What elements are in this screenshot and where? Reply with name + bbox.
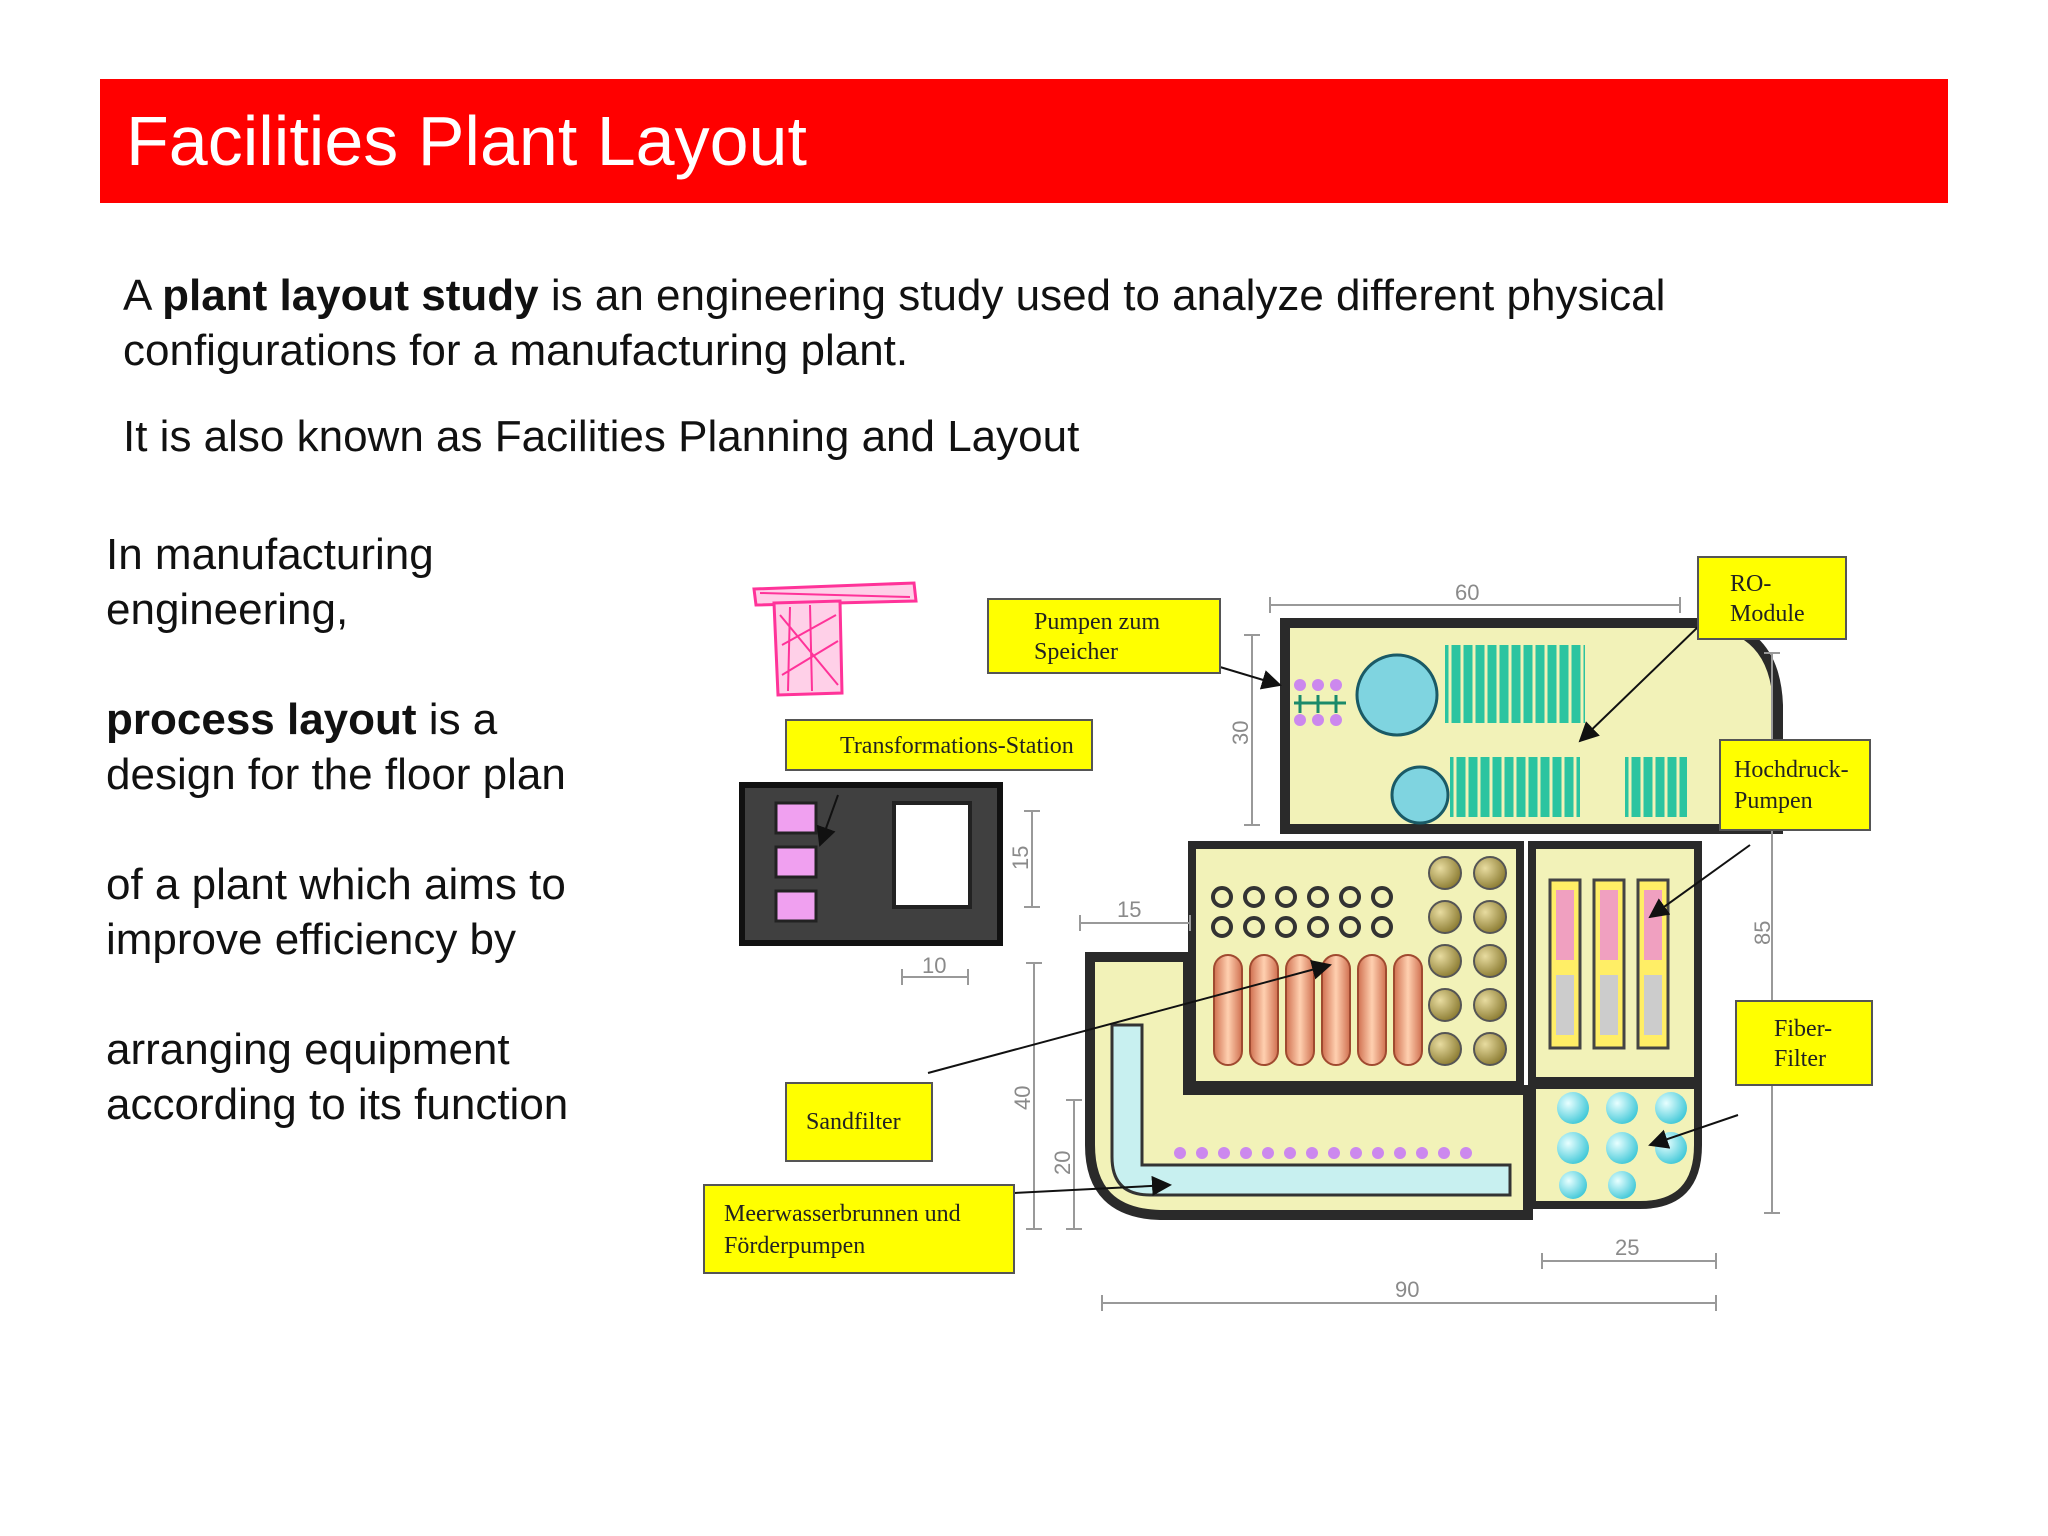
left-p2-rest: is a design for the floor plan	[106, 695, 566, 799]
intro-prefix: A	[123, 271, 163, 320]
dim-60: 60	[1455, 580, 1480, 605]
plant-layout-svg	[690, 545, 1890, 1325]
dim-20: 20	[1050, 1150, 1075, 1175]
plant-layout-diagram	[690, 545, 1890, 1325]
label-sandfilter-text: Sandfilter	[806, 1109, 901, 1135]
label-ro-line2: Module	[1730, 601, 1805, 627]
pump-group	[1294, 679, 1346, 726]
label-sandfilter	[786, 1083, 932, 1161]
dim-15-top: 15	[1117, 897, 1142, 922]
left-p2-bold: process layout	[106, 695, 417, 744]
left-p1: In manufacturing engineering,	[106, 530, 434, 634]
dim-90: 90	[1395, 1277, 1420, 1302]
dim-25: 25	[1615, 1235, 1640, 1260]
ro-hall	[1285, 623, 1778, 829]
sandfilter-hall	[1192, 845, 1520, 1085]
label-ro-module	[1698, 557, 1846, 639]
ro-modules-top	[1445, 645, 1585, 723]
label-ro-line1: RO-	[1730, 571, 1772, 597]
label-pumpen-line1: Pumpen zum	[1034, 609, 1160, 635]
fiber-filter-room	[1532, 1085, 1698, 1205]
dim-40: 40	[1010, 1085, 1035, 1110]
transformation-station	[742, 785, 1000, 943]
dim-10: 10	[922, 953, 947, 978]
left-text-column	[106, 527, 626, 1132]
slide-title: Facilities Plant Layout	[126, 102, 807, 180]
label-hochdruck-line2: Pumpen	[1734, 788, 1813, 814]
label-meer-line2: Förderpumpen	[724, 1233, 866, 1259]
label-fiber-line2: Filter	[1774, 1046, 1826, 1072]
left-p4: arranging equipment according to its function	[106, 1025, 569, 1129]
left-p3: of a plant which aims to improve efficiency by	[106, 860, 566, 964]
label-transformation-text: Transformations-Station	[840, 733, 1074, 759]
label-meer-line1: Meerwasserbrunnen und	[724, 1201, 961, 1227]
transformer-sketch	[754, 583, 916, 695]
label-hochdruck-line1: Hochdruck-	[1734, 757, 1849, 783]
label-pumpen-zum-speicher	[988, 599, 1220, 673]
intro-rest: is an engineering study used to analyze different physical configurations for a manufacturing plant.	[123, 271, 1666, 375]
label-pumpen-line2: Speicher	[1034, 639, 1118, 665]
aka-line: It is also known as Facilities Planning and Layout	[123, 412, 1080, 461]
label-meerwasserbrunnen	[704, 1185, 1014, 1273]
label-fiber-line1: Fiber-	[1774, 1016, 1833, 1042]
label-fiber-filter	[1736, 1001, 1872, 1085]
intro-paragraph	[123, 268, 1923, 378]
label-transformations-station	[786, 720, 1092, 770]
hochdruck-room	[1532, 845, 1698, 1081]
dim-15-side: 15	[1008, 845, 1033, 870]
ro-modules-bottom	[1450, 757, 1687, 817]
label-hochdruck-pumpen	[1720, 740, 1870, 830]
dim-85: 85	[1750, 920, 1775, 945]
left-p2	[106, 692, 626, 802]
dim-30: 30	[1228, 720, 1253, 745]
intro-bold: plant layout study	[162, 271, 539, 320]
title-bar	[100, 79, 1948, 203]
